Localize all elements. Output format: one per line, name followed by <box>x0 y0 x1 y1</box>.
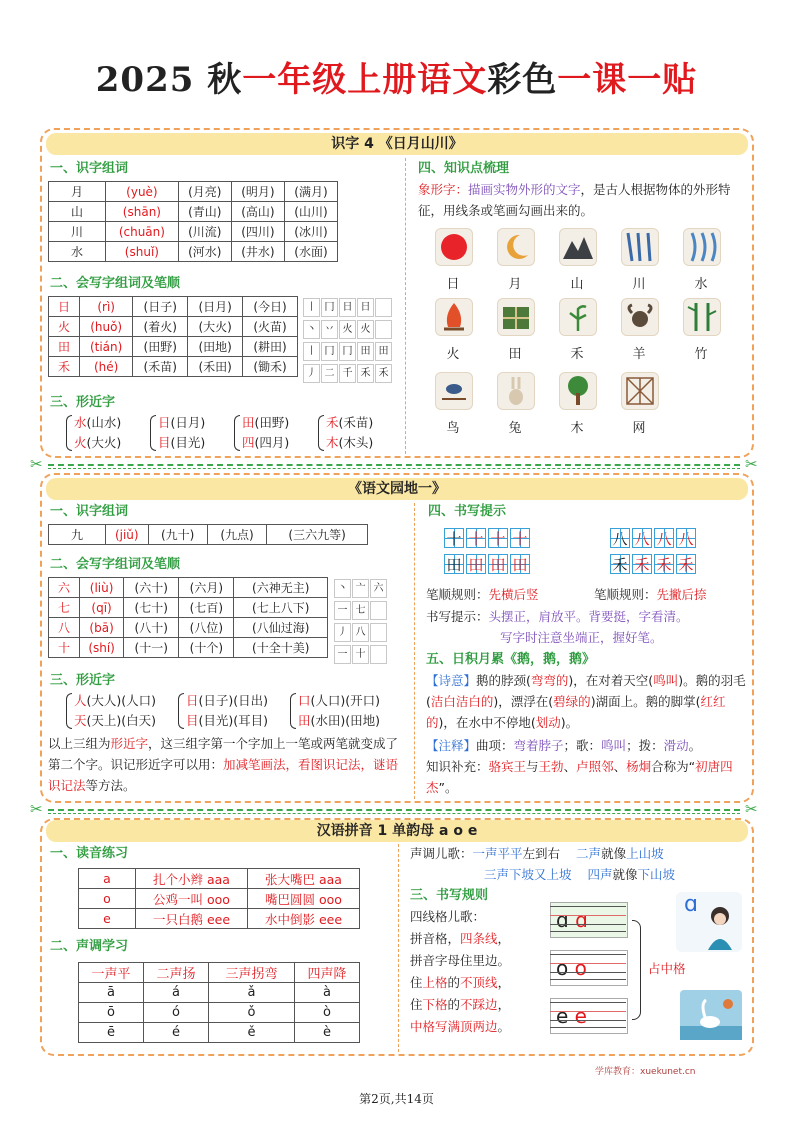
similar-group: 禾(禾苗) 木(木头) <box>318 413 373 453</box>
four-line-e: e e <box>550 1002 626 1028</box>
four-line-a: ɑ ɑ <box>550 906 626 932</box>
write-box-tian: 田 田 田 田 <box>444 554 532 574</box>
water-picture <box>683 228 721 266</box>
lesson1-word-table <box>48 181 338 262</box>
pic-label: 网 <box>632 421 646 436</box>
lesson1-sec3: 三、形近字 <box>50 395 116 410</box>
four-line-rules: 四线格儿歌： 拼音格，四条线， 拼音字母住里边。 住上格的不顶线， 住下格的不踩边， 中格写满顶两边。 <box>410 909 511 1034</box>
similar-group: 田(田野) 四(四月) <box>234 413 289 453</box>
knowledge-text: 象形字：描画实物外形的文字，是古人根据物体的外形特征，用线条或笔画勾画出来的。 <box>418 182 731 218</box>
mountain-picture <box>559 228 597 266</box>
similar-group: 日(日子)(日出) 目(目光)(耳目) <box>178 691 268 731</box>
goose-illustration <box>680 990 742 1040</box>
net-picture <box>621 372 659 410</box>
field-picture <box>497 298 535 336</box>
lesson2-sec2: 二、会写字组词及笔顺 <box>50 557 181 572</box>
poem-extra: 知识补充：骆宾王与王勃、卢照邻、杨炯合称为“初唐四杰”。 <box>426 759 733 795</box>
pic-label: 水 <box>694 277 708 292</box>
zhongge-label: 占中格 <box>648 961 686 976</box>
lesson2-write-table <box>48 577 328 658</box>
table-row: 一声平 二声扬 三声拐弯 四声降 <box>79 963 360 983</box>
table-row: ō ó ǒ ò <box>79 1003 360 1023</box>
pic-label: 羊 <box>632 347 646 362</box>
table-row: 火 (huǒ) (着火) (大火) (火苗) <box>49 317 298 337</box>
write-box-he: 禾 禾 禾 禾 <box>610 554 698 574</box>
pic-label: 竹 <box>694 347 708 362</box>
pic-label: 火 <box>446 347 460 362</box>
scissors-icon: ✂ <box>745 455 758 473</box>
write-box-shi: 十 十 十 十 <box>444 528 532 548</box>
lesson2-title: 《语文园地一》 <box>46 478 748 500</box>
grain-picture <box>559 298 597 336</box>
table-row: ā á ǎ à <box>79 983 360 1003</box>
lesson2-sec3: 三、形近字 <box>50 673 116 688</box>
moon-picture <box>497 228 535 266</box>
table-row: 六 (liù) (六十) (六月) (六神无主) <box>49 578 328 598</box>
stroke-rule-1: 笔顺规则：先横后竖 <box>426 587 539 602</box>
lesson2-sec4: 四、书写提示 <box>428 504 507 519</box>
bamboo-picture <box>683 298 721 336</box>
lesson1-title: 识字 4 《日月山川》 <box>46 133 748 155</box>
poem-notes: 【注释】曲项：弯着脖子；歌：鸣叫；拨：滑动。 <box>426 738 702 753</box>
lesson1-sec4: 四、知识点梳理 <box>418 161 510 176</box>
stroke-order-tian: 丨 冂 冂 田 田 <box>303 342 393 361</box>
lesson1-sec1: 一、识字组词 <box>50 161 129 176</box>
stroke-order-he: 丿 二 千 禾 禾 <box>303 364 393 383</box>
watermark: 学库教育：xuekunet.cn <box>595 1067 696 1077</box>
pic-label: 月 <box>508 277 522 292</box>
tone-table <box>78 962 360 1043</box>
tone-song-2: 三声下坡又上坡 四声就像下山坡 <box>484 867 676 882</box>
rabbit-picture <box>497 372 535 410</box>
table-row: 川 (chuān) (川流) (四川) (冰川) <box>49 222 338 242</box>
pic-label: 鸟 <box>446 421 460 436</box>
table-row: 禾 (hé) (禾苗) (禾田) (锄禾) <box>49 357 298 377</box>
page-title: 2025 秋一年级上册语文彩色一课一贴 <box>95 60 698 100</box>
stroke-order-liu: 丶 亠 六 <box>334 579 388 598</box>
four-line-o: o o <box>550 954 626 980</box>
lesson3-sec2: 二、声调学习 <box>50 939 129 954</box>
cut-line <box>48 809 740 811</box>
similar-group: 人(大人)(人口) 天(天上)(白天) <box>66 691 156 731</box>
lesson2-sec1: 一、识字组词 <box>50 504 129 519</box>
lesson3-title: 汉语拼音 1 单韵母 a o e <box>46 820 748 842</box>
fire-picture <box>435 298 473 336</box>
river-picture <box>621 228 659 266</box>
pic-label: 田 <box>508 347 522 362</box>
similar-group: 水(山水) 火(大火) <box>66 413 121 453</box>
table-row: 十 (shí) (十一) (十个) (十全十美) <box>49 638 328 658</box>
tree-picture <box>559 372 597 410</box>
similar-group: 口(人口)(开口) 田(水田)(田地) <box>290 691 380 731</box>
lesson3-sec1: 一、读音练习 <box>50 846 129 861</box>
table-row: e 一只白鹅 eee 水中倒影 eee <box>79 909 360 929</box>
stroke-order-ba: 丿 八 <box>334 623 388 642</box>
table-row: 七 (qī) (七十) (七百) (七上八下) <box>49 598 328 618</box>
lesson3-sec3: 三、书写规则 <box>410 888 489 903</box>
table-row: 九 (jiǔ) (九十) (九点) (三六九等) <box>49 525 368 545</box>
write-box-ba: 八 八 八 八 <box>610 528 698 548</box>
lesson1-sec2: 二、会写字组词及笔顺 <box>50 276 181 291</box>
tone-song: 声调儿歌：一声平平左到右 二声就像上山坡 <box>410 846 664 861</box>
pic-label: 禾 <box>570 347 584 362</box>
table-row: a 扎个小辫 aaa 张大嘴巴 aaa <box>79 869 360 889</box>
similar-group: 日(日月) 目(目光) <box>150 413 205 453</box>
table-row: 田 (tián) (田野) (田地) (耕田) <box>49 337 298 357</box>
table-row: ē é ě è <box>79 1023 360 1043</box>
pic-label: 日 <box>446 277 460 292</box>
stroke-order-huo: 丶 丷 火 火 <box>303 320 393 339</box>
table-row: 日 (rì) (日子) (日月) (今日) <box>49 297 298 317</box>
lesson2-word-table <box>48 524 368 545</box>
scissors-icon: ✂ <box>30 800 43 818</box>
poem-meaning: 【诗意】鹅的脖颈(弯弯的)，在对着天空(鸣叫)。鹅的羽毛(洁白洁白的)，漂浮在(碧绿的)湖面上。鹅的脚掌(红红的)，在水中不停地(划动)。 <box>426 673 746 730</box>
stroke-order-ri: 丨 冂 日 日 <box>303 298 393 317</box>
girl-illustration: ɑ <box>676 892 742 952</box>
sun-picture <box>435 228 473 266</box>
pic-label: 山 <box>570 277 584 292</box>
sheep-picture <box>621 298 659 336</box>
table-row: 八 (bā) (八十) (八位) (八仙过海) <box>49 618 328 638</box>
lesson1-write-table <box>48 296 298 377</box>
table-row: 山 (shān) (青山) (高山) (山川) <box>49 202 338 222</box>
scissors-icon: ✂ <box>30 455 43 473</box>
writing-tip: 书写提示：头摆正，肩放平。背要挺，字看清。 <box>426 609 689 624</box>
writing-tip-2: 写字时注意坐端正，握好笔。 <box>500 630 663 645</box>
brace-icon <box>632 920 641 1020</box>
pic-label: 兔 <box>508 421 522 436</box>
similar-note: 以上三组为形近字，这三组字第一个字加上一笔或两笔就变成了第二个字。识记形近字可以用：加减笔画法，看图识记法，谜语识记法等方法。 <box>48 736 399 793</box>
stroke-order-shi: 一 十 <box>334 645 388 664</box>
table-row: 水 (shuǐ) (河水) (井水) (水面) <box>49 242 338 262</box>
bird-picture <box>435 372 473 410</box>
pic-label: 川 <box>632 277 646 292</box>
stroke-order-qi: 一 七 <box>334 601 388 620</box>
page-footer: 第2页,共14页 <box>359 1092 434 1106</box>
table-row: 月 (yuè) (月亮) (明月) (满月) <box>49 182 338 202</box>
scissors-icon: ✂ <box>745 800 758 818</box>
cut-line <box>48 464 740 466</box>
table-row: o 公鸡一叫 ooo 嘴巴圆圆 ooo <box>79 889 360 909</box>
stroke-rule-2: 笔顺规则：先撇后捺 <box>594 587 707 602</box>
lesson2-sec5: 五、日积月累《鹅，鹅，鹅》 <box>426 652 596 667</box>
pic-label: 木 <box>570 421 584 436</box>
reading-table <box>78 868 360 929</box>
